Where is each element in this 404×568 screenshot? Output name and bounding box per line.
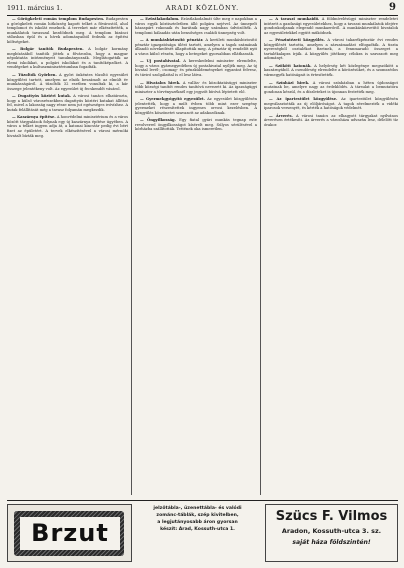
article-body: A városi takarékpénztár évi rendes közgyűlését tartotta, amelyen a zárszámadást elfogadták. A tiszta nyereségből osztalékot fizetnek, a fennmaradó összeget a tartalékalapra írják. A közgyűlés jótékony célokra is szavazott meg adományt. <box>264 38 398 61</box>
news-article <box>7 17 128 44</box>
ad-shop-address: Aradon, Kossuth-utca 3. sz. <box>281 527 382 535</box>
article-columns <box>7 17 398 497</box>
article-body: Az egyesület közgyűlésén jelentették, hogy a múlt évben több mint ezer szegény gyermeket részesítettek ingyenes orvosi kezelésben. A közgyűlés köszönetet szavazott az adakozóknak. <box>135 97 257 115</box>
news-article <box>7 115 128 138</box>
news-article <box>135 118 257 132</box>
article-body: A kereskedelmi miniszter elrendelte, hogy a város gyárnegyedében új postahivatal nyíljék meg. Az új hivatal levél-, csomag- és pénzküldeményeket egyaránt felvesz, és táviró szolgálattal is el lesz látva. <box>135 59 257 78</box>
article-body: A kerületi munkásbiztosító pénztár igazgatósága ülést tartott, amelyen a tagok számának állandó növekedését állapították meg. A pénztár új rendelőt nyit a város külső részén, hogy a betegeket gyorsabban elláthassák. <box>135 38 257 56</box>
ad-shop-note: saját háza földszintén! <box>292 539 371 546</box>
article-title: — Pénzintézeti közgyűlés. <box>269 38 325 43</box>
ad-line: jelzőtábla-, üzenettábla- és valódi <box>153 506 242 511</box>
article-title: — Szökött katonák. <box>269 63 312 68</box>
news-article <box>135 17 257 35</box>
news-article <box>264 97 398 111</box>
news-article <box>135 97 257 115</box>
article-title: — Dugattyús köztéri kutak. <box>12 94 72 99</box>
article-body: A városi tanács elhatározta, hogy a külső városrészekben dugattyús köztéri kutakat állíttat fel, mivel a lakosság nagy része nem jut egészséges ivóvízhez. A kutak felállítását még a tavasz folyamán megkezdik. <box>7 94 128 112</box>
ad-line: a legjutányosabb áron gyorsan <box>157 520 238 525</box>
news-article <box>135 81 257 95</box>
article-title: — Öngyilkosság. <box>140 118 176 123</box>
news-article <box>7 73 128 91</box>
article-body: A helyőrség két közlegénye megszökött a kaszárnyából. A csendőrség elrendelte a körözésüket, és a szomszédos vármegyék hatóságait is értesítették. <box>264 63 398 78</box>
newspaper-title: ARADI KÖZLÖNY. <box>165 4 240 12</box>
article-title: — Színházi hirek. <box>269 80 310 85</box>
article-body: A győri önkéntes tűzoltó egyesület közgyűlést tartott, amelyen az elnök beszámolt az elmúlt év munkásságáról. A tűzoltók 32 esetben vonultak ki, a kár összege jelentékeny volt. Az egyesület új fecskendőt vásárol. <box>7 73 128 91</box>
article-title: — A tavaszi munkaidő. <box>269 17 320 21</box>
column-divider <box>131 19 132 495</box>
news-article <box>264 64 398 78</box>
article-title: — Árverés. <box>269 113 293 118</box>
article-body: A honvédelmi minisztérium és a város között tárgyalások folynak egy új kaszárnya építése ügyében. A város a telket ingyen adja át, a katonai kincstár pedig évi bért fizet az épületért. A tervek elkészítésével a városi mérnöki hivatalt bízták meg. <box>7 115 128 138</box>
article-body: Budapesten a görögkeleti román hitközség kapott telket a fővárostól, ahol templomot és iskolát emelnek. A terveket már elkészítették, a munkálatok tavasszal kezdődnek meg. A templom bizánci stílusban épül és a hívek adományaiból fedezik az építési költségeket. <box>7 17 128 44</box>
column-divider <box>260 19 261 495</box>
article-body: A földmívelésügyi miniszter rendeletet intézett a gazdasági egyesületekhez, hogy a tavaszi munkálatok idejére gondoskodjanak elegendő munkaerőről. A munkásközvetítő hivatalok az egyesületekkel együtt működnek. <box>264 17 398 35</box>
article-body: A vallás- és közoktatásügyi miniszter több községi tanítót rendes tanítóvá nevezett ki. Az igazságügyi miniszter a törvényszéknél egy jegyzőt bíróvá léptetett elő. <box>135 80 257 94</box>
issue-date: 1911. március 1. <box>7 4 63 12</box>
ad-shop-name: Szücs F. Vilmos <box>275 509 388 524</box>
news-article <box>7 94 128 112</box>
ad-line: zománc-táblák, szép kivitelben, <box>156 513 239 518</box>
advertisement-strip <box>7 500 398 566</box>
article-title: — Az ipartestület közgyűlése. <box>269 97 338 102</box>
article-title: — Tüzoltók Győrben. <box>12 73 57 78</box>
news-article <box>135 38 257 56</box>
column-1 <box>7 17 128 497</box>
ad-line: készít: Arad, Kossuth-utca 1. <box>160 527 235 532</box>
shop-advertisement <box>265 504 398 562</box>
news-article <box>264 81 398 95</box>
news-article <box>135 59 257 77</box>
article-title: — Ezüstlakodalom. <box>140 17 180 21</box>
page-number: 9 <box>389 2 396 13</box>
ad-brand-logo: Brzut <box>20 517 120 550</box>
column-3 <box>264 17 398 497</box>
article-title: — Gyermekgyógyító egyesület. <box>140 97 205 102</box>
news-article <box>264 38 398 61</box>
article-title: — Hivatalos hirek. <box>140 80 181 85</box>
page-header <box>7 3 398 16</box>
article-body: Egy fiatal gyári munkás tegnap este revolverrel öngyilkosságot kísérelt meg. Súlyos sérülésével a kórházba szállították. Tettének oka ismeretlen. <box>135 118 257 132</box>
article-body: Ezüstlakodalmát ülte meg e napokban a város egyik köztiszteletben álló polgára nejével. Az ünnepelt házaspárt rokonaik és barátaik nagy számban üdvözölték. A templomi hálaadás után bensőséges családi ünnepség volt. <box>135 17 257 35</box>
article-body: A városi színházban a héten újdonságot mutatnak be, amelyre nagy az érdeklődés. A társulat a bemutatóra gondosan készül, és a díszleteket is újonnan festették meg. <box>264 80 398 94</box>
article-title: — A munkásbiztosító pénztár. <box>140 38 204 43</box>
article-title: — Uj postahivatal. <box>140 59 181 64</box>
article-body: Az ipartestület közgyűlésén megválasztották az új elöljáróságot. A tagok sérelmezték a vidéki iparosok versenyét, és kérték a hatóságok védelmét. <box>264 97 398 111</box>
news-article <box>7 47 128 70</box>
article-title: — Bolgár tanítók Budapesten. <box>12 47 84 52</box>
article-title: — Görögkeleti román templom Budapesten. <box>12 17 105 21</box>
news-article <box>264 17 398 35</box>
brand-advertisement <box>7 504 132 562</box>
article-body: A városi tanács az elhagyott tárgyakat nyilvános árverésen értékesíti. Az árverés a városháza udvarán lesz, délelőtt tíz órakor. <box>264 113 398 127</box>
article-title: — Kaszárnya építése. <box>12 115 56 120</box>
news-article <box>264 114 398 128</box>
column-2 <box>135 17 257 497</box>
sign-maker-advertisement <box>135 504 260 562</box>
article-body: A bolgár kormány megbízásából tanítók jöttek a fővárosba, hogy a magyar népoktatás intézményeit tanulmányozzák. Meglátogatták az elemi iskolákat, a polgári iskolákat és a tanítóképzőket. A vendégeket a kultuszminisztériumban fogadták. <box>7 47 128 70</box>
